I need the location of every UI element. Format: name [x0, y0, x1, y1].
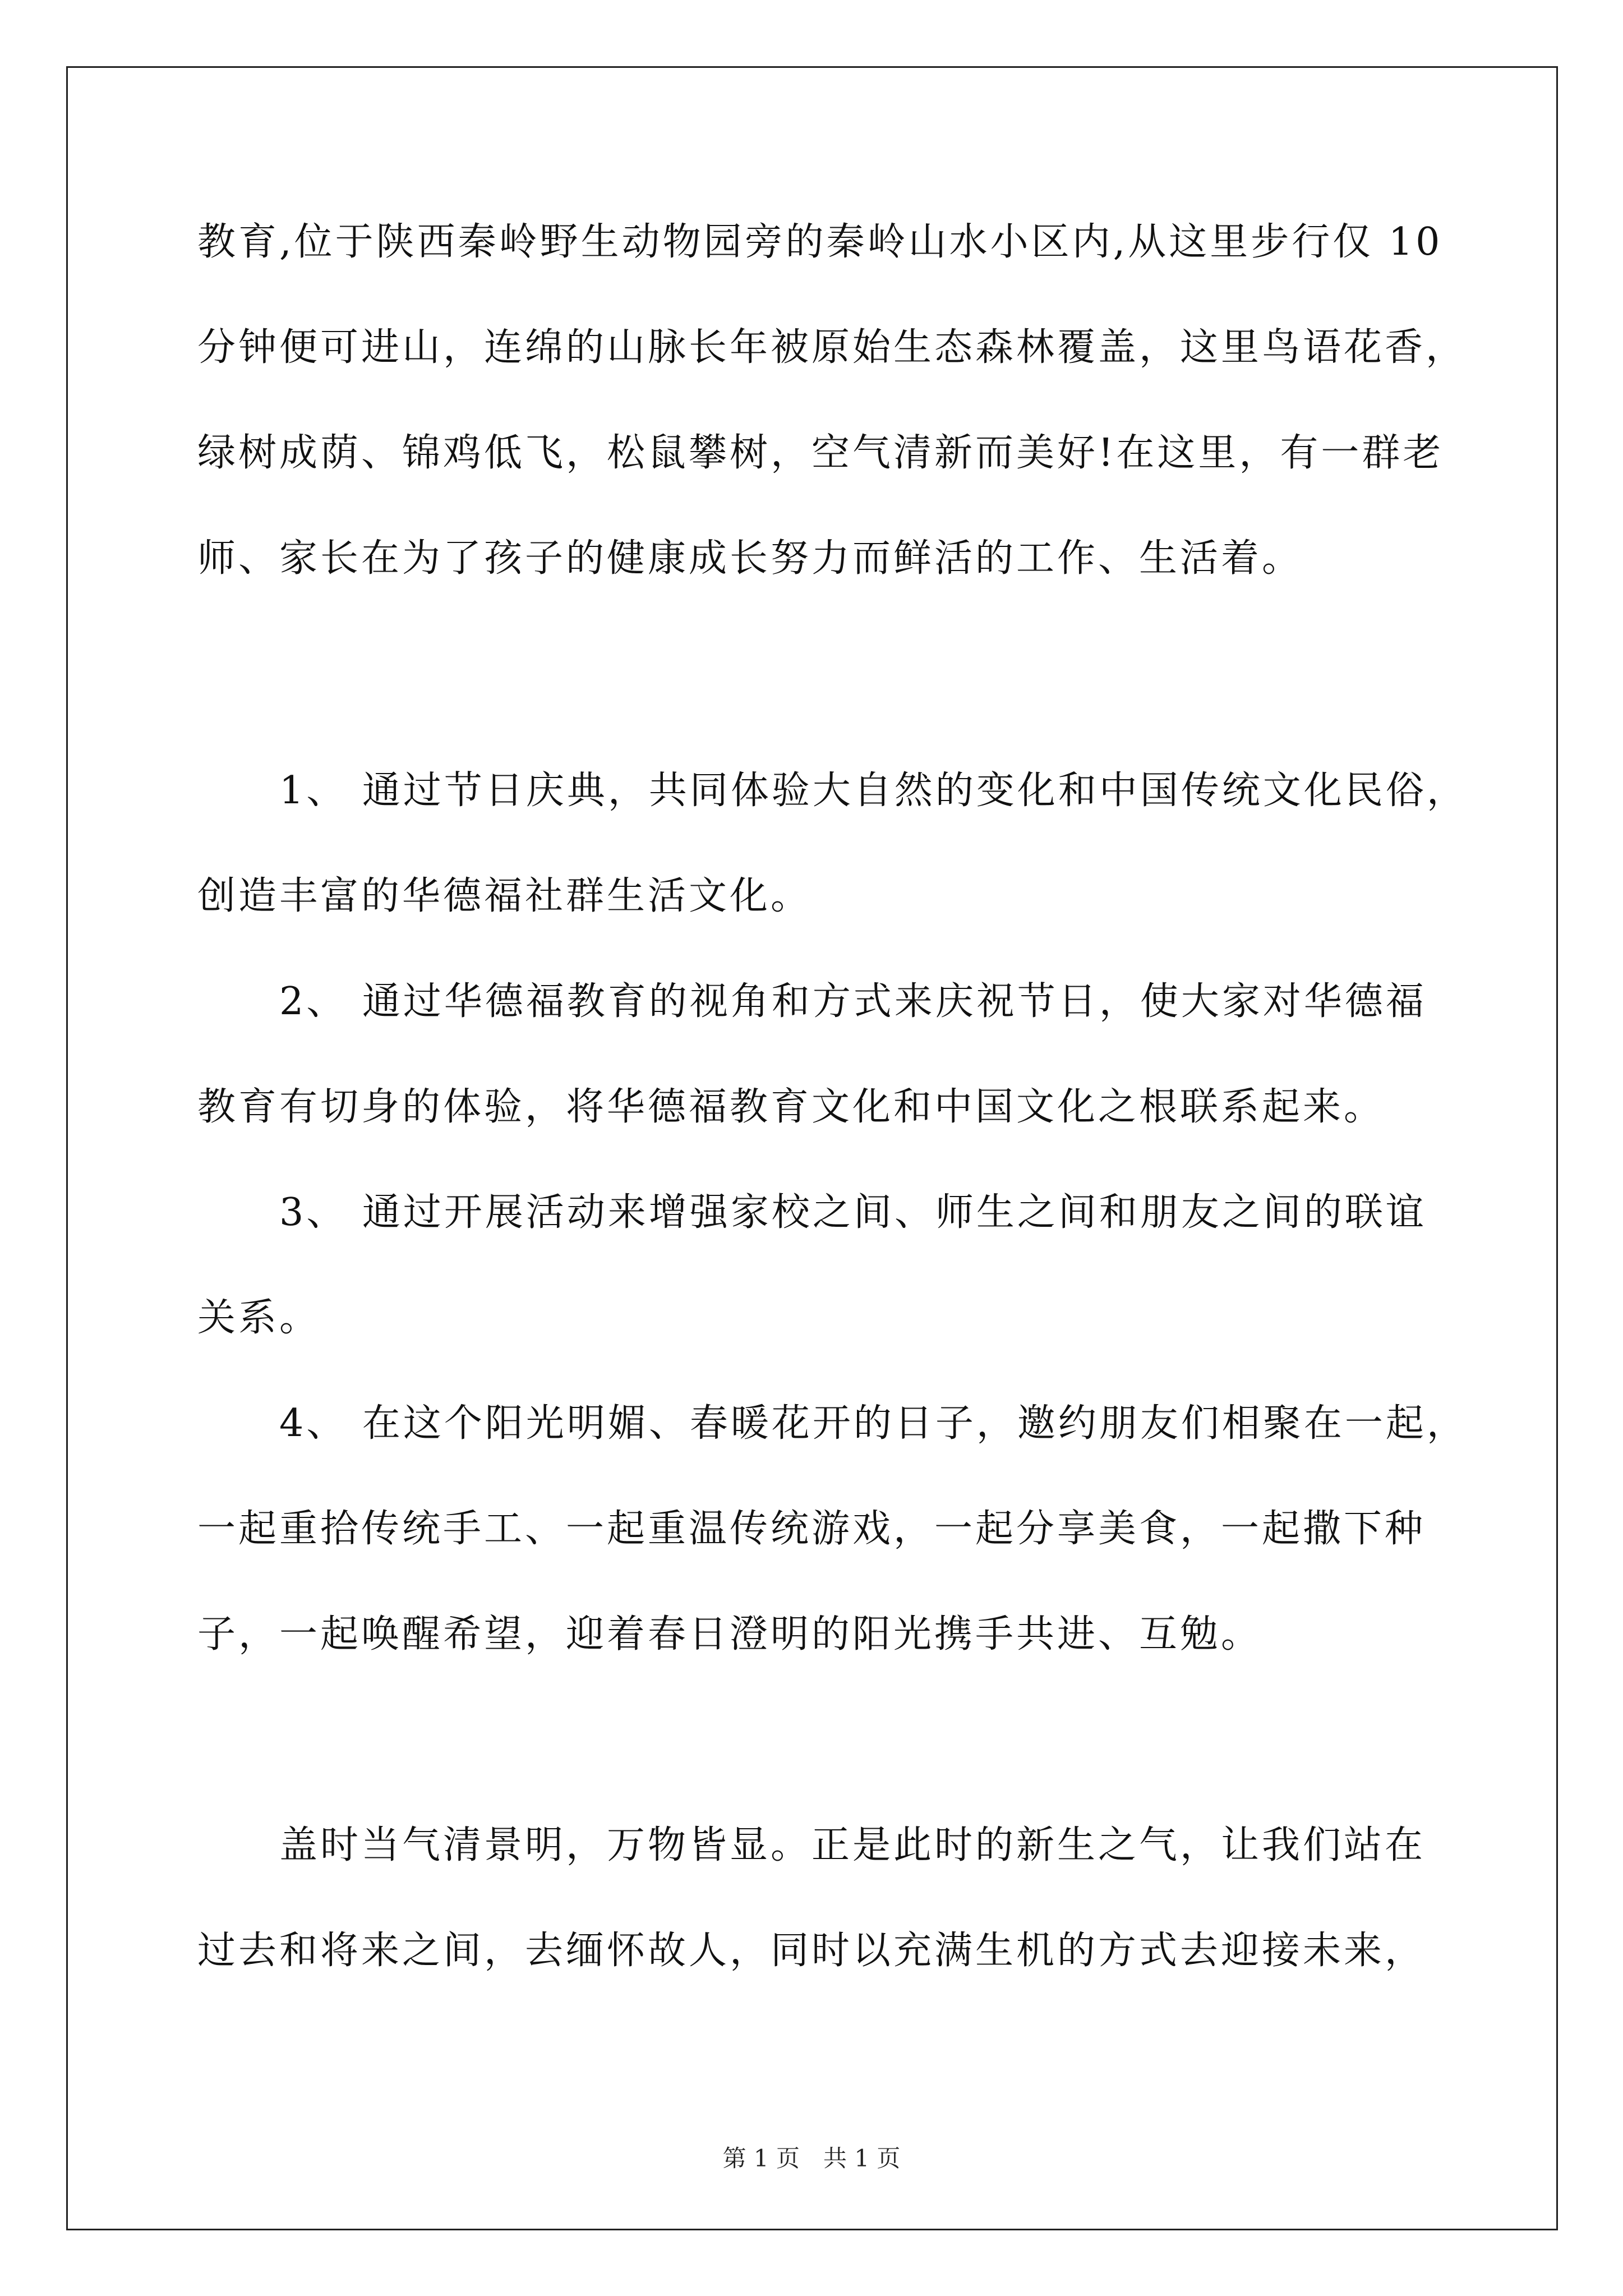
- paragraph-item-1: [197, 738, 1468, 949]
- text-line: 教育有切身的体验，将华德福教育文化和中国文化之根联系起来。: [197, 1085, 1385, 1129]
- paragraph-closing: [197, 1793, 1431, 2004]
- text-line: 2、 通过华德福教育的视角和方式来庆祝节日，使大家对华德福: [197, 979, 1427, 1024]
- text-line: 绿树成荫、锦鸡低飞，松鼠攀树，空气清新而美好!在这里，有一群老: [197, 431, 1444, 475]
- text-line: 1、 通过节日庆典，共同体验大自然的变化和中国传统文化民俗，: [197, 769, 1468, 813]
- text-line: 4、 在这个阳光明媚、春暖花开的日子，邀约朋友们相聚在一起，: [197, 1401, 1468, 1446]
- paragraph-item-3: [197, 1160, 1431, 1371]
- text-line: 创造丰富的华德福社群生活文化。: [197, 874, 812, 918]
- text-line: 子，一起唤醒希望，迎着春日澄明的阳光携手共进、互勉。: [197, 1612, 1262, 1657]
- page-number-footer: 第 1 页 共 1 页: [722, 2145, 901, 2172]
- paragraph-item-2: [197, 949, 1431, 1160]
- text-line: 教育,位于陕西秦岭野生动物园旁的秦岭山水小区内,从这里步行仅 10: [197, 220, 1443, 264]
- text-line: 过去和将来之间，去缅怀故人，同时以充满生机的方式去迎接未来，: [197, 1929, 1426, 1973]
- text-line: 师、家长在为了孩子的健康成长努力而鲜活的工作、生活着。: [197, 536, 1303, 581]
- text-line: 3、 通过开展活动来增强家校之间、师生之间和朋友之间的联谊: [197, 1190, 1427, 1235]
- text-line: 分钟便可进山，连绵的山脉长年被原始生态森林覆盖，这里鸟语花香，: [197, 325, 1467, 370]
- text-line: 一起重拾传统手工、一起重温传统游戏，一起分享美食，一起撒下种: [197, 1507, 1426, 1551]
- text-line: 盖时当气清景明，万物皆显。正是此时的新生之气，让我们站在: [197, 1823, 1426, 1867]
- paragraph-intro: [197, 190, 1467, 611]
- text-line: 关系。: [197, 1296, 321, 1340]
- paragraph-item-4: [197, 1371, 1468, 1687]
